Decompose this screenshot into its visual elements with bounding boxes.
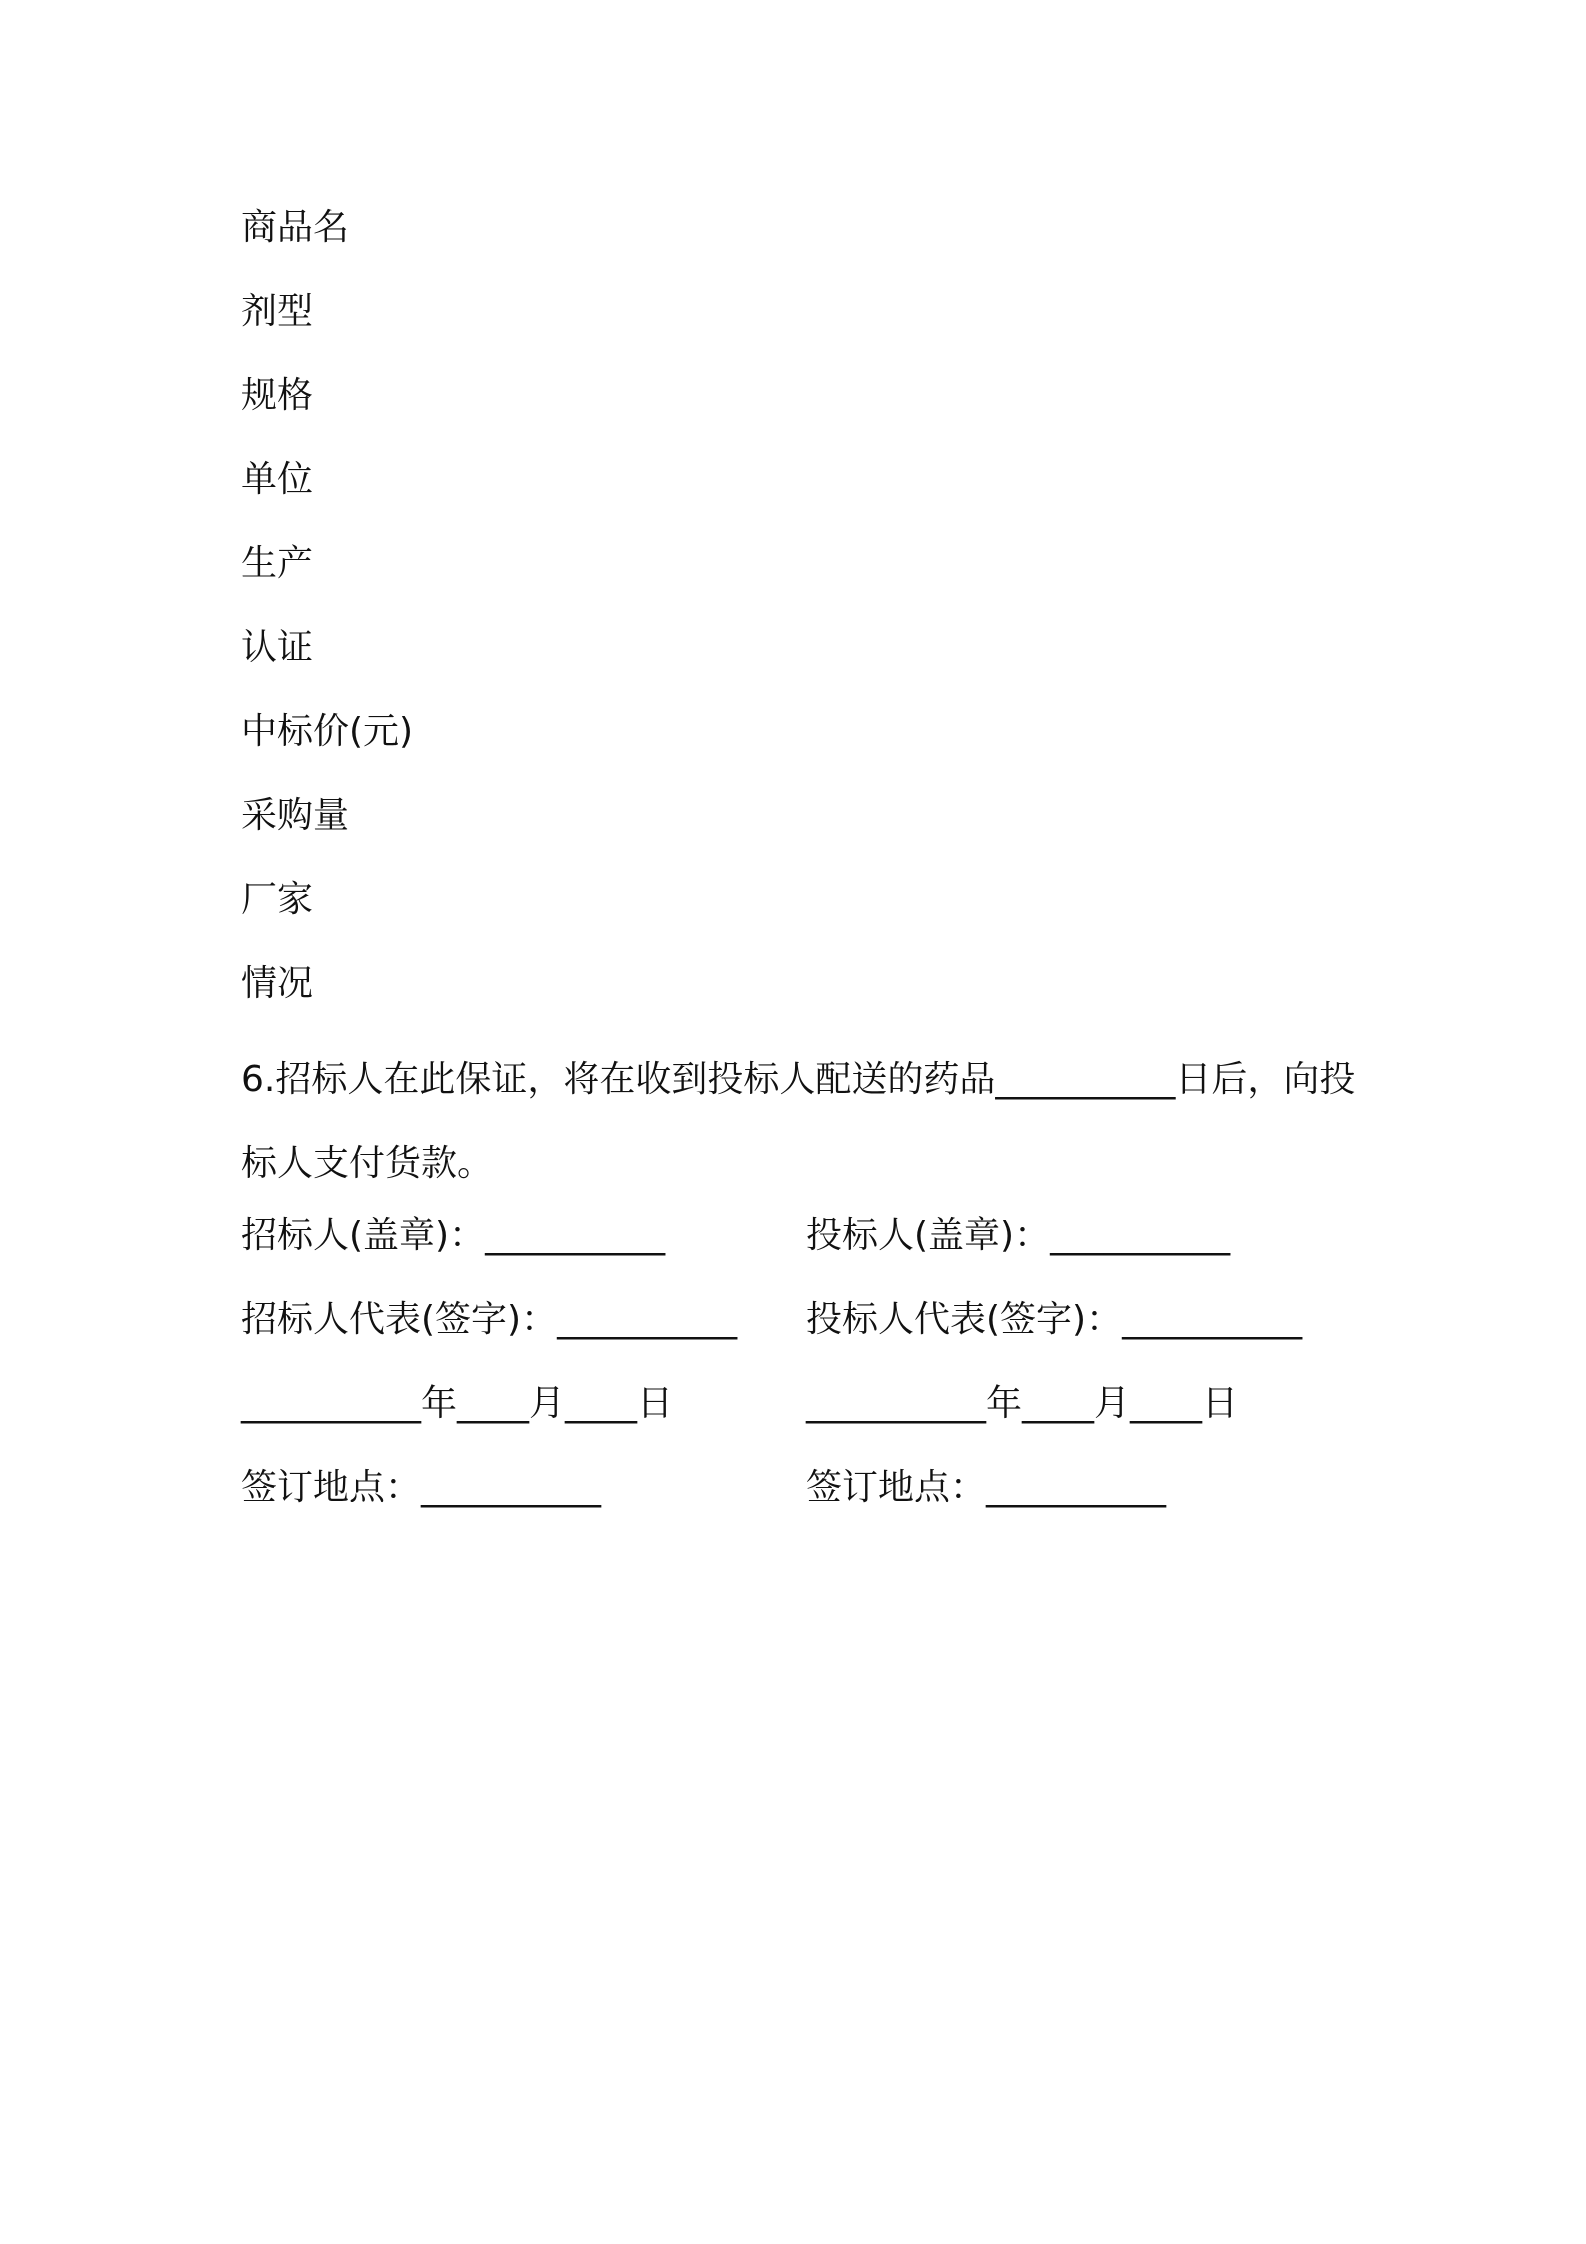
signature-row-seal: [241, 1206, 1361, 1290]
signature-row-representative: [241, 1290, 1361, 1374]
signature-row-place: [241, 1458, 1361, 1542]
bidder-date-line: __________年____月____日: [806, 1383, 1238, 1424]
bidder-seal-line: 投标人(盖章)：__________: [806, 1215, 1231, 1256]
bidder-signing-place-line: 签订地点：__________: [806, 1467, 1167, 1508]
signature-row-date: [241, 1374, 1361, 1458]
field-label-purchase-quantity: 采购量: [241, 795, 350, 836]
field-label-manufacturer: 厂家: [241, 879, 314, 920]
field-label-status: 情况: [241, 963, 314, 1004]
field-label-production: 生产: [241, 543, 314, 584]
field-label-specification: 规格: [241, 375, 314, 416]
clause-6-paragraph: 6.招标人在此保证，将在收到投标人配送的药品__________日后，向投标人支付货款。: [241, 1059, 1356, 1184]
bidder-representative-line: 投标人代表(签字)：__________: [806, 1299, 1303, 1340]
field-label-dosage-form: 剂型: [241, 291, 314, 332]
tenderer-signing-place-line: 签订地点：__________: [241, 1467, 602, 1508]
tenderer-seal-line: 招标人(盖章)：__________: [241, 1215, 666, 1256]
field-label-unit: 单位: [241, 459, 314, 500]
field-label-product-name: 商品名: [241, 207, 350, 248]
field-label-certification: 认证: [241, 627, 314, 668]
tenderer-representative-line: 招标人代表(签字)：__________: [241, 1299, 738, 1340]
field-label-bid-price: 中标价(元): [241, 711, 414, 752]
tenderer-date-line: __________年____月____日: [241, 1383, 673, 1424]
document-body: [241, 198, 1361, 1542]
